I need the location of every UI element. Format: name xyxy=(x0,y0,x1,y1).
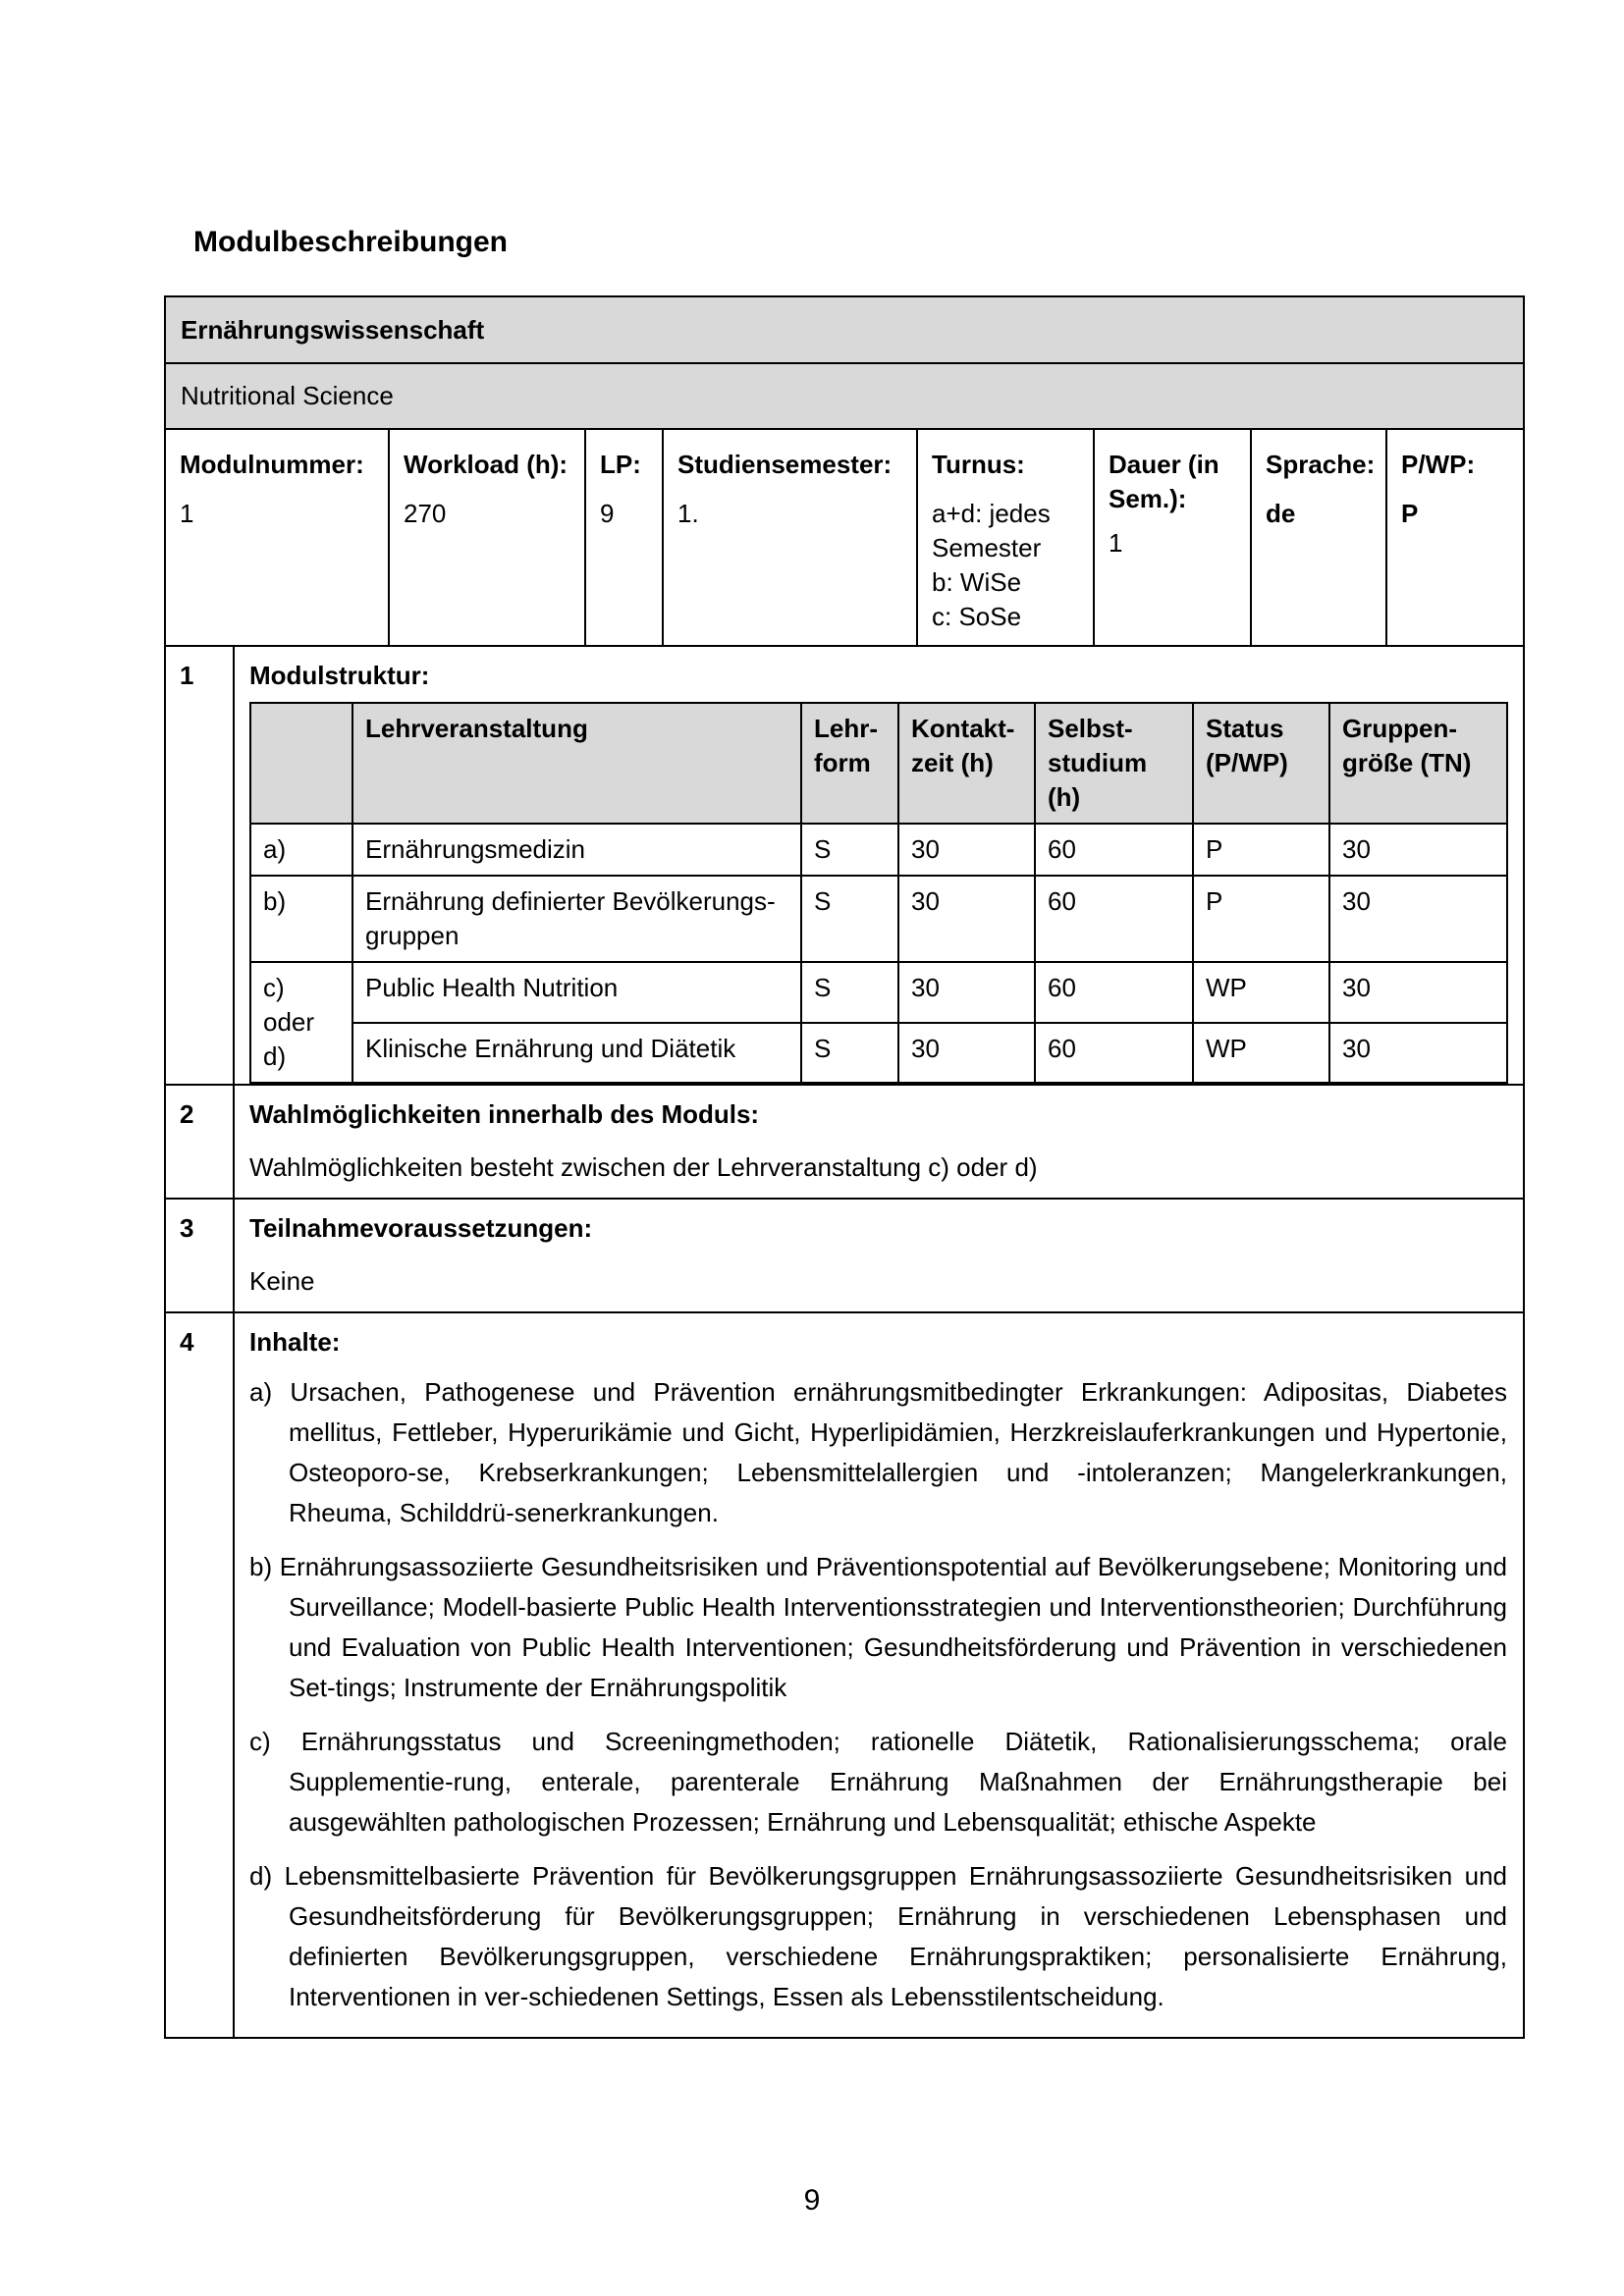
module-title: Ernährungswissenschaft xyxy=(166,297,1523,364)
meta-value: 1 xyxy=(1109,528,1123,558)
row-selbststudium: 60 xyxy=(1035,1023,1193,1084)
meta-label: P/WP: xyxy=(1401,450,1476,479)
module-meta-row xyxy=(166,430,1523,647)
meta-label: Workload (h): xyxy=(404,450,568,479)
row-status: P xyxy=(1193,876,1329,962)
section-number: 3 xyxy=(166,1200,235,1311)
row-status: WP xyxy=(1193,1023,1329,1084)
col-header-selbststudium: Selbst- studium (h) xyxy=(1035,703,1193,824)
section-number: 2 xyxy=(166,1086,235,1198)
meta-value: 270 xyxy=(404,499,447,528)
row-gruppengroesse: 30 xyxy=(1329,876,1507,962)
contents-item-a: a) Ursachen, Pathogenese und Prävention ernährungsmitbedingter Erkrankungen: Adipositas, Diabetes mellitus, Fettleber, Hyperurikämie und Gicht, Hyperlipidämien, Herzkreislauferkrankungen und Hypertonie, Osteoporo-se, Krebserkrankungen; Lebensmittelallergien und -intoleranzen; Mangelerkrankungen, Rheuma, Schilddrü-senerkrankungen. xyxy=(249,1377,1507,1527)
col-header-key xyxy=(250,703,352,824)
meta-value: 1. xyxy=(677,499,699,528)
meta-value: 1 xyxy=(180,499,194,528)
meta-lp xyxy=(586,430,664,645)
row-lehrform: S xyxy=(801,824,898,876)
meta-value: de xyxy=(1266,499,1296,528)
section-body xyxy=(235,1200,1523,1311)
section-heading: Inhalte: xyxy=(249,1327,341,1357)
meta-label: Studiensemester: xyxy=(677,450,893,479)
section-body xyxy=(235,1313,1523,2037)
table-row xyxy=(250,962,1507,1023)
meta-dauer xyxy=(1095,430,1252,645)
col-header-status: Status (P/WP) xyxy=(1193,703,1329,824)
col-header-lehrform: Lehr- form xyxy=(801,703,898,824)
row-kontaktzeit: 30 xyxy=(898,824,1035,876)
meta-label: Modulnummer: xyxy=(180,450,364,479)
meta-pwp xyxy=(1387,430,1523,645)
section-wahlmoeglichkeiten xyxy=(166,1086,1523,1200)
row-gruppengroesse: 30 xyxy=(1329,824,1507,876)
section-teilnahmevoraussetzungen xyxy=(166,1200,1523,1313)
table-row xyxy=(250,824,1507,876)
meta-turnus xyxy=(918,430,1095,645)
col-header-kontaktzeit: Kontakt- zeit (h) xyxy=(898,703,1035,824)
module-description-table xyxy=(164,295,1525,2039)
row-key: c) oder d) xyxy=(250,962,352,1083)
row-selbststudium: 60 xyxy=(1035,962,1193,1023)
row-gruppengroesse: 30 xyxy=(1329,1023,1507,1084)
section-number: 4 xyxy=(166,1313,235,2037)
meta-workload xyxy=(390,430,586,645)
module-subtitle: Nutritional Science xyxy=(166,364,1523,430)
row-course-name: Ernährungsmedizin xyxy=(352,824,801,876)
row-course-name: Ernährung definierter Bevölkerungs- gruppen xyxy=(352,876,801,962)
row-status: WP xyxy=(1193,962,1329,1023)
row-course-name: Public Health Nutrition xyxy=(352,962,801,1023)
page-title: Modulbeschreibungen xyxy=(193,226,509,258)
table-row xyxy=(250,876,1507,962)
contents-item-d: d) Lebensmittelbasierte Prävention für Bevölkerungsgruppen Ernährungsassoziierte Gesundheitsrisiken und Gesundheitsförderung für Bevölkerungsgruppen; Ernährung in verschiedenen Lebensphasen und definierten Bevölkerungsgruppen, verschiedene Ernährungspraktiken; personalisierte Ernährung, Interventionen in ver-schiedenen Settings, Essen als Lebensstilentscheidung. xyxy=(249,1861,1507,2011)
section-modulstruktur xyxy=(166,647,1523,1086)
course-structure-table xyxy=(249,702,1508,1084)
section-body xyxy=(235,1086,1523,1198)
section-text: Wahlmöglichkeiten besteht zwischen der Lehrveranstaltung c) oder d) xyxy=(249,1152,1038,1182)
meta-value: P xyxy=(1401,499,1419,528)
row-kontaktzeit: 30 xyxy=(898,876,1035,962)
meta-label: Turnus: xyxy=(932,450,1025,479)
section-text: Keine xyxy=(249,1266,315,1296)
meta-sprache xyxy=(1252,430,1387,645)
meta-label: Dauer (in Sem.): xyxy=(1109,450,1219,513)
col-header-gruppengroesse: Gruppen- größe (TN) xyxy=(1329,703,1507,824)
section-number: 1 xyxy=(166,647,235,1084)
meta-modulnummer xyxy=(166,430,390,645)
meta-value: a+d: jedes Semester b: WiSe c: SoSe xyxy=(932,499,1051,631)
section-heading: Wahlmöglichkeiten innerhalb des Moduls: xyxy=(249,1099,760,1129)
col-header-lehrveranstaltung: Lehrveranstaltung xyxy=(352,703,801,824)
row-key: a) xyxy=(250,824,352,876)
meta-value: 9 xyxy=(600,499,615,528)
row-status: P xyxy=(1193,824,1329,876)
section-heading: Teilnahmevoraussetzungen: xyxy=(249,1213,593,1243)
table-row xyxy=(250,1023,1507,1084)
row-kontaktzeit: 30 xyxy=(898,962,1035,1023)
row-course-name: Klinische Ernährung und Diätetik xyxy=(352,1023,801,1084)
row-selbststudium: 60 xyxy=(1035,824,1193,876)
row-gruppengroesse: 30 xyxy=(1329,962,1507,1023)
row-key: b) xyxy=(250,876,352,962)
contents-item-b: b) Ernährungsassoziierte Gesundheitsrisiken und Präventionspotential auf Bevölkerungsebene; Monitoring und Surveillance; Modell-basierte Public Health Interventionsstrategien und Interventionstheorien; Durchführung und Evaluation von Public Health Interventionen; Gesundheitsförderung und Prävention in verschiedenen Set-tings; Instrumente der Ernährungspolitik xyxy=(249,1552,1507,1702)
row-kontaktzeit: 30 xyxy=(898,1023,1035,1084)
page-number: 9 xyxy=(803,2184,821,2216)
row-lehrform: S xyxy=(801,962,898,1023)
section-heading: Modulstruktur: xyxy=(249,661,430,690)
contents-item-c: c) Ernährungsstatus und Screeningmethoden; rationelle Diätetik, Rationalisierungsschema; orale Supplementie-rung, enterale, parenterale Ernährung Maßnahmen der Ernährungstherapie bei ausgewählten pathologischen Prozessen; Ernährung und Lebensqualität; ethische Aspekte xyxy=(249,1727,1507,1837)
row-lehrform: S xyxy=(801,1023,898,1084)
table-header-row xyxy=(250,703,1507,824)
section-body xyxy=(235,647,1524,1084)
row-selbststudium: 60 xyxy=(1035,876,1193,962)
meta-label: LP: xyxy=(600,450,641,479)
row-lehrform: S xyxy=(801,876,898,962)
meta-studiensemester xyxy=(664,430,918,645)
section-inhalte xyxy=(166,1313,1523,2037)
meta-label: Sprache: xyxy=(1266,450,1376,479)
